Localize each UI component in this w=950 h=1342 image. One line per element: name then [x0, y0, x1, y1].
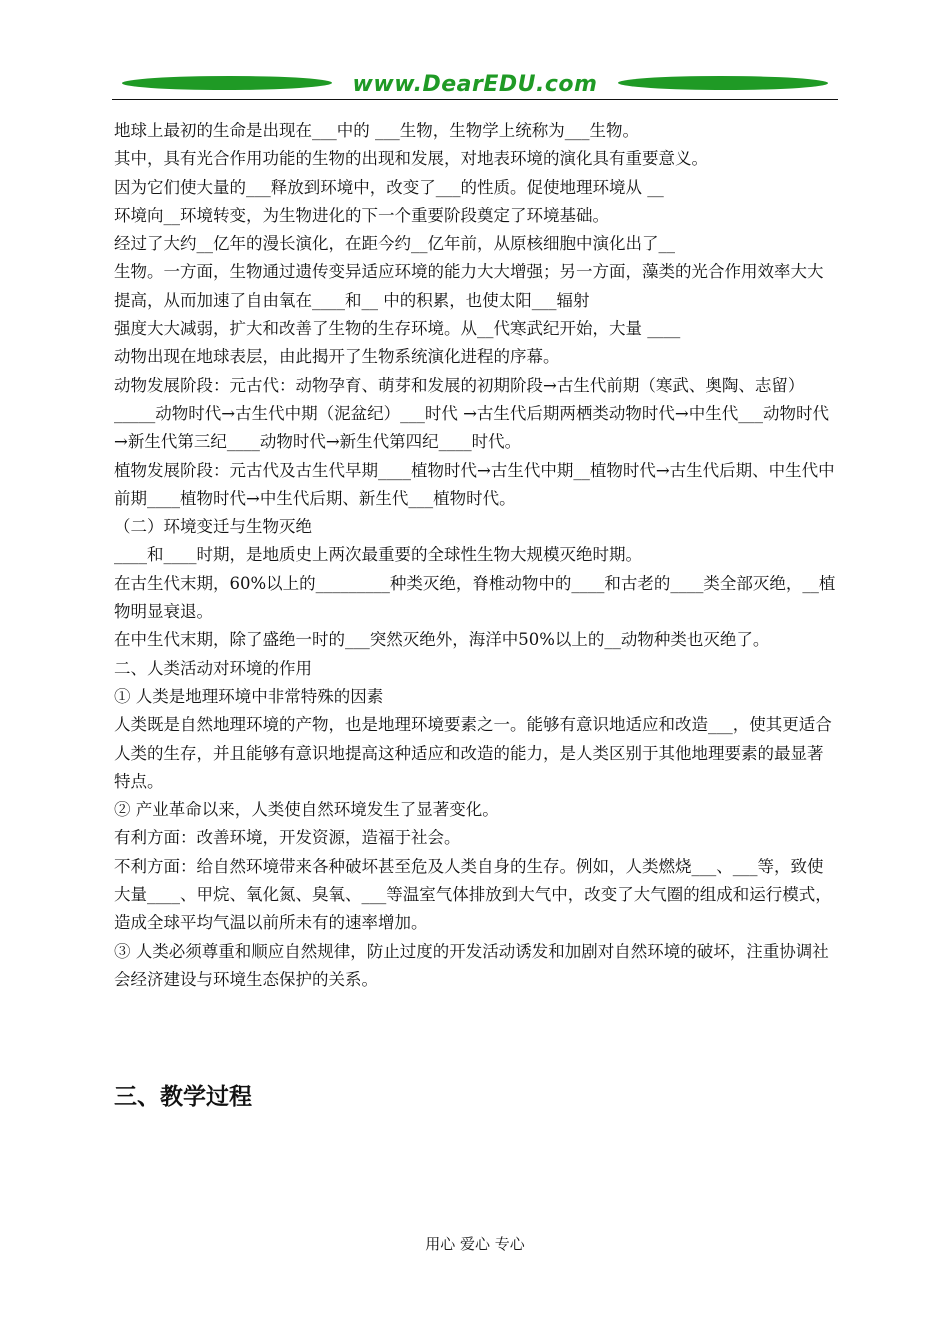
- paragraph: 强度大大减弱，扩大和改善了生物的生存环境。从__代寒武纪开始，大量 ____: [114, 319, 681, 339]
- green-swoosh-right-decoration: [615, 76, 830, 90]
- paragraph: 环境向__环境转变，为生物进化的下一个重要阶段奠定了环境基础。: [114, 205, 609, 225]
- paragraph: 动物发展阶段：元古代：动物孕育、萌芽和发展的初期阶段→古生代前期（寒武、奥陶、志留）_____动物时代→古生代中期（泥盆纪）___时代 →古生代后期两栖类动物时代→中生代___动物时代→新生代第三纪____动物时代→新生代第四纪____时代。: [114, 375, 829, 452]
- paragraph: 植物发展阶段：元古代及古生代早期____植物时代→古生代中期__植物时代→古生代后期、中生代中前期____植物时代→中生代后期、新生代___植物时代。: [114, 460, 835, 508]
- paragraph: ____和____时期，是地质史上两次最重要的全球性生物大规模灭绝时期。: [114, 545, 642, 565]
- paragraph: 动物出现在地球表层，由此揭开了生物系统演化进程的序幕。: [114, 347, 560, 367]
- paragraph: ③ 人类必须尊重和顺应自然规律，防止过度的开发活动诱发和加剧对自然环境的破坏，注重协调社会经济建设与环境生态保护的关系。: [114, 941, 829, 989]
- paragraph: 在古生代末期，60%以上的_________种类灭绝，脊椎动物中的____和古老的____类全部灭绝，__植物明显衰退。: [114, 573, 836, 622]
- paragraph: 其中，具有光合作用功能的生物的出现和发展，对地表环境的演化具有重要意义。: [114, 149, 708, 169]
- paragraph: 地球上最初的生命是出现在___中的 ___生物，生物学上统称为___生物。: [114, 121, 639, 140]
- page-header: [112, 68, 838, 102]
- subsection-heading: 二、人类活动对环境的作用: [114, 658, 312, 678]
- page-footer: 用心 爱心 专心: [425, 1235, 525, 1253]
- paragraph: 不利方面：给自然环境带来各种破坏甚至危及人类自身的生存。例如，人类燃烧___、___等，致使大量____、甲烷、氧化氮、臭氧、___等温室气体排放到大气中，改变了大气圈的组成和运行模式，造成全球平均气温以前所未有的速率增加。: [114, 856, 832, 933]
- header-divider: [112, 99, 838, 100]
- site-logo: www.DearEDU.com: [332, 72, 618, 97]
- document-body: [114, 117, 838, 994]
- paragraph: 在中生代末期，除了盛绝一时的___突然灭绝外，海洋中50%以上的__动物种类也灭绝了。: [114, 630, 770, 650]
- paragraph: 人类既是自然地理环境的产物，也是地理环境要素之一。能够有意识地适应和改造___，使其更适合人类的生存，并且能够有意识地提高这种适应和改造的能力，是人类区别于其他地理要素的最显著特点。: [114, 715, 832, 791]
- paragraph: 有利方面：改善环境，开发资源，造福于社会。: [114, 828, 461, 848]
- subsection-heading: （二）环境变迁与生物灭绝: [114, 517, 312, 537]
- paragraph: 经过了大约__亿年的漫长演化，在距今约__亿年前，从原核细胞中演化出了__: [114, 234, 675, 254]
- paragraph: 生物。一方面，生物通过遗传变异适应环境的能力大大增强；另一方面，藻类的光合作用效率大大提高，从而加速了自由氧在____和__ 中的积累，也使太阳___辐射: [114, 262, 824, 310]
- paragraph: ② 产业革命以来，人类使自然环境发生了显著变化。: [114, 800, 499, 820]
- paragraph: ① 人类是地理环境中非常特殊的因素: [114, 686, 384, 706]
- section-heading: 三、教学过程: [114, 1083, 252, 1110]
- green-swoosh-left-decoration: [119, 76, 334, 90]
- paragraph: 因为它们使大量的___释放到环境中，改变了___的性质。促使地理环境从 __: [114, 177, 664, 197]
